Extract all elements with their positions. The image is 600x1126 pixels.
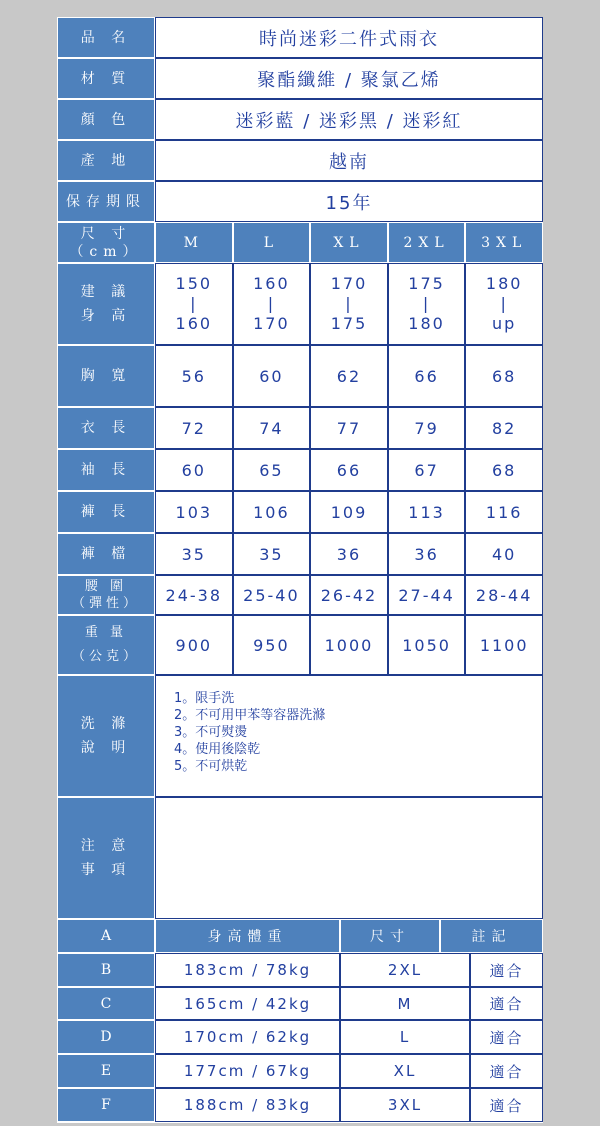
- height-max: up: [492, 314, 517, 333]
- fit-row-size: 2XL: [340, 953, 470, 987]
- notes-row: [57, 797, 543, 919]
- fit-row-body: 170cm / 62kg: [155, 1020, 340, 1054]
- waist-value: 24-38: [155, 575, 233, 615]
- size-header-m: M: [155, 222, 233, 263]
- sleeve-value: 65: [233, 449, 311, 491]
- height-separator: |: [345, 294, 353, 313]
- care-item: 1。限手洗: [174, 691, 235, 706]
- crotch-value: 35: [233, 533, 311, 575]
- crotch-row: [57, 533, 543, 575]
- height-min: 175: [408, 274, 445, 293]
- waist-row: [57, 575, 543, 615]
- top-length-value: 72: [155, 407, 233, 449]
- waist-label: 腰 圍 （彈性）: [57, 575, 155, 615]
- weight-value: 1050: [388, 615, 466, 675]
- material-row: [57, 58, 543, 99]
- pants-length-row: [57, 491, 543, 533]
- height-max: 180: [408, 314, 445, 333]
- fit-row-note: 適合: [470, 1088, 543, 1122]
- top-length-value: 74: [233, 407, 311, 449]
- chest-value: 68: [465, 345, 543, 407]
- pants-length-value: 113: [388, 491, 466, 533]
- material-label: 材 質: [57, 58, 155, 99]
- fit-row-note: 適合: [470, 987, 543, 1020]
- sleeve-value: 67: [388, 449, 466, 491]
- crotch-label: 褲 檔: [57, 533, 155, 575]
- waist-value: 25-40: [233, 575, 311, 615]
- crotch-value: 40: [465, 533, 543, 575]
- weight-value: 950: [233, 615, 311, 675]
- fit-row-id: C: [57, 987, 155, 1020]
- height-min: 170: [330, 274, 368, 293]
- top-length-value: 79: [388, 407, 466, 449]
- sleeve-value: 68: [465, 449, 543, 491]
- height-cell: [465, 263, 543, 345]
- origin-value: 越南: [155, 140, 543, 181]
- size-header-2xl: 2XL: [388, 222, 466, 263]
- top-length-value: 77: [310, 407, 388, 449]
- height-min: 160: [253, 274, 290, 293]
- notes-label: 注 意 事 項: [57, 797, 155, 919]
- fit-row: [57, 1020, 543, 1054]
- height-separator: |: [190, 294, 198, 313]
- fit-header-body: 身高體重: [155, 919, 340, 953]
- height-max: 160: [175, 314, 213, 333]
- fit-header-row: [57, 919, 543, 953]
- waist-value: 28-44: [465, 575, 543, 615]
- fit-row: [57, 953, 543, 987]
- fit-row: [57, 987, 543, 1020]
- sleeve-value: 66: [310, 449, 388, 491]
- chest-value: 66: [388, 345, 466, 407]
- top-length-row: [57, 407, 543, 449]
- fit-row-id: F: [57, 1088, 155, 1122]
- product-name-row: [57, 17, 543, 58]
- crotch-value: 36: [388, 533, 466, 575]
- fit-row-note: 適合: [470, 1054, 543, 1088]
- height-separator: |: [422, 294, 431, 313]
- waist-value: 27-44: [388, 575, 466, 615]
- fit-row: [57, 1088, 543, 1122]
- product-name-label: 品 名: [57, 17, 155, 58]
- fit-row-size: M: [340, 987, 470, 1020]
- top-length-label: 衣 長: [57, 407, 155, 449]
- height-cell: [310, 263, 388, 345]
- fit-row-id: B: [57, 953, 155, 987]
- crotch-value: 35: [155, 533, 233, 575]
- fit-row: [57, 1054, 543, 1088]
- spec-sheet: [57, 17, 543, 1123]
- weight-value: 1000: [310, 615, 388, 675]
- care-item: 4。使用後陰乾: [174, 742, 261, 757]
- height-row: [57, 263, 543, 345]
- pants-length-value: 116: [465, 491, 543, 533]
- height-min: 180: [485, 274, 523, 293]
- weight-value: 1100: [465, 615, 543, 675]
- care-list: [155, 675, 543, 797]
- weight-value: 900: [155, 615, 233, 675]
- height-min: 150: [175, 274, 213, 293]
- chest-value: 56: [155, 345, 233, 407]
- color-label: 顏 色: [57, 99, 155, 140]
- sleeve-value: 60: [155, 449, 233, 491]
- fit-row-note: 適合: [470, 953, 543, 987]
- chest-label: 胸 寬: [57, 345, 155, 407]
- height-cell: [233, 263, 311, 345]
- fit-header-size: 尺寸: [340, 919, 440, 953]
- care-item: 2。不可用甲苯等容器洗滌: [174, 708, 326, 723]
- shelf-life-value: 15年: [155, 181, 543, 222]
- size-header-row: [57, 222, 543, 263]
- fit-row-size: L: [340, 1020, 470, 1054]
- fit-row-size: XL: [340, 1054, 470, 1088]
- pants-length-value: 109: [310, 491, 388, 533]
- fit-row-body: 188cm / 83kg: [155, 1088, 340, 1122]
- fit-row-id: E: [57, 1054, 155, 1088]
- color-row: [57, 99, 543, 140]
- chest-value: 60: [233, 345, 311, 407]
- height-cell: [155, 263, 233, 345]
- fit-row-body: 177cm / 67kg: [155, 1054, 340, 1088]
- fit-row-body: 165cm / 42kg: [155, 987, 340, 1020]
- top-length-value: 82: [465, 407, 543, 449]
- chest-value: 62: [310, 345, 388, 407]
- origin-label: 產 地: [57, 140, 155, 181]
- pants-length-label: 褲 長: [57, 491, 155, 533]
- sleeve-row: [57, 449, 543, 491]
- care-row: [57, 675, 543, 797]
- height-label: 建 議 身 高: [57, 263, 155, 345]
- pants-length-value: 106: [233, 491, 311, 533]
- height-cell: [388, 263, 466, 345]
- origin-row: [57, 140, 543, 181]
- size-header-label: 尺 寸 （cm）: [57, 222, 155, 263]
- care-item: 5。不可烘乾: [174, 759, 248, 774]
- height-max: 170: [253, 314, 290, 333]
- care-item: 3。不可熨燙: [174, 725, 248, 740]
- notes-content: [155, 797, 543, 919]
- crotch-value: 36: [310, 533, 388, 575]
- size-header-l: L: [233, 222, 311, 263]
- fit-row-body: 183cm / 78kg: [155, 953, 340, 987]
- fit-row-size: 3XL: [340, 1088, 470, 1122]
- height-max: 175: [330, 314, 368, 333]
- height-separator: |: [500, 294, 508, 313]
- chest-row: [57, 345, 543, 407]
- fit-row-id: D: [57, 1020, 155, 1054]
- shelf-life-row: [57, 181, 543, 222]
- material-value: 聚酯纖維 / 聚氯乙烯: [155, 58, 543, 99]
- fit-header-note: 註記: [440, 919, 543, 953]
- shelf-life-label: 保存期限: [57, 181, 155, 222]
- size-header-xl: XL: [310, 222, 388, 263]
- weight-label: 重 量 （公克）: [57, 615, 155, 675]
- product-name-value: 時尚迷彩二件式雨衣: [155, 17, 543, 58]
- care-label: 洗 滌 說 明: [57, 675, 155, 797]
- fit-header-id: A: [57, 919, 155, 953]
- fit-row-note: 適合: [470, 1020, 543, 1054]
- pants-length-value: 103: [155, 491, 233, 533]
- color-value: 迷彩藍 / 迷彩黑 / 迷彩紅: [155, 99, 543, 140]
- height-separator: |: [267, 294, 276, 313]
- size-header-3xl: 3XL: [465, 222, 543, 263]
- weight-row: [57, 615, 543, 675]
- waist-value: 26-42: [310, 575, 388, 615]
- sleeve-label: 袖 長: [57, 449, 155, 491]
